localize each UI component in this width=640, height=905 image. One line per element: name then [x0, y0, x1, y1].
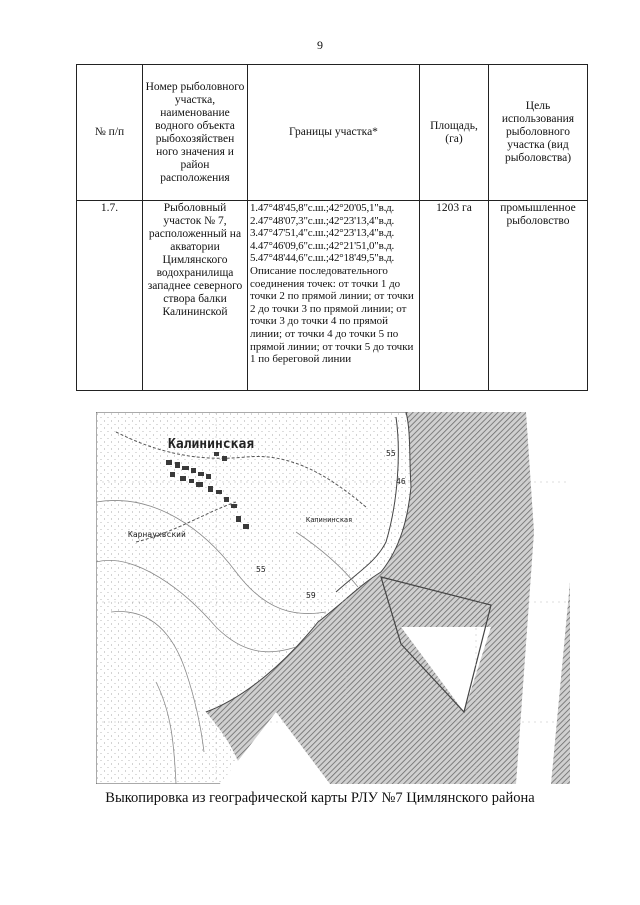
header-purpose: Цель использования рыболовного участка (вид рыболовства) [489, 65, 588, 201]
header-area: Площадь, (га) [420, 65, 489, 201]
coordinate-point-5: 5.47°48'44,6"с.ш.;42°18'49,5"в.д. [250, 252, 395, 265]
row-number: 1.7. [77, 201, 143, 391]
row-area: 1203 га [420, 201, 489, 391]
coordinate-point-3: 3.47°47'51,4"с.ш.;42°23'13,4"в.д. [250, 227, 395, 240]
label-village-kalininskaya: Калининская [168, 437, 255, 452]
fishing-plot-table [76, 64, 588, 391]
table-header-row [77, 65, 588, 201]
label-elevation-46: 46 [396, 477, 406, 486]
label-spot-55-a: 55 [256, 565, 266, 574]
label-karnaukhovsky: Карнаухвский [128, 530, 186, 539]
map-caption: Выкопировка из географической карты РЛУ №7 Цимлянского района [105, 790, 535, 806]
page-number: 9 [317, 38, 323, 52]
row-plot-name: Рыболовный участок № 7, расположенный на акватории Цимлянского водохранилища западнее северного створа балки Калининской [143, 201, 248, 391]
label-spot-55-b: 55 [386, 449, 396, 458]
label-farm: Калининская [306, 516, 353, 524]
header-number: № п/п [77, 65, 143, 201]
header-plot-name: Номер рыболовного участка, наименование водного объекта рыбохозяйствен ного значения и район расположения [143, 65, 248, 201]
coordinate-point-2: 2.47°48'07,3"с.ш.;42°23'13,4"в.д. [250, 214, 395, 227]
row-boundaries [248, 201, 420, 391]
table-row [77, 201, 588, 391]
coordinate-point-1: 1.47°48'45,8"с.ш.;42°20'05,1"в.д. [250, 202, 395, 214]
header-boundaries: Границы участка* [248, 65, 420, 201]
topographic-map [96, 412, 570, 784]
boundary-description: Описание последовательного соединения точек: от точки 1 до точки 2 по прямой линии; от точки 2 до точки 3 по прямой линии; от точки 3 до точки 4 по прямой линии; от точки 4 до точки 5 по прямой линии; от точки 5 до точки 1 по береговой линии [250, 264, 414, 366]
coordinate-point-4: 4.47°46'09,6"с.ш.;42°21'51,0"в.д. [250, 239, 395, 252]
label-elevation-59: 59 [306, 591, 316, 600]
row-purpose: промышленное рыболовство [489, 201, 588, 391]
